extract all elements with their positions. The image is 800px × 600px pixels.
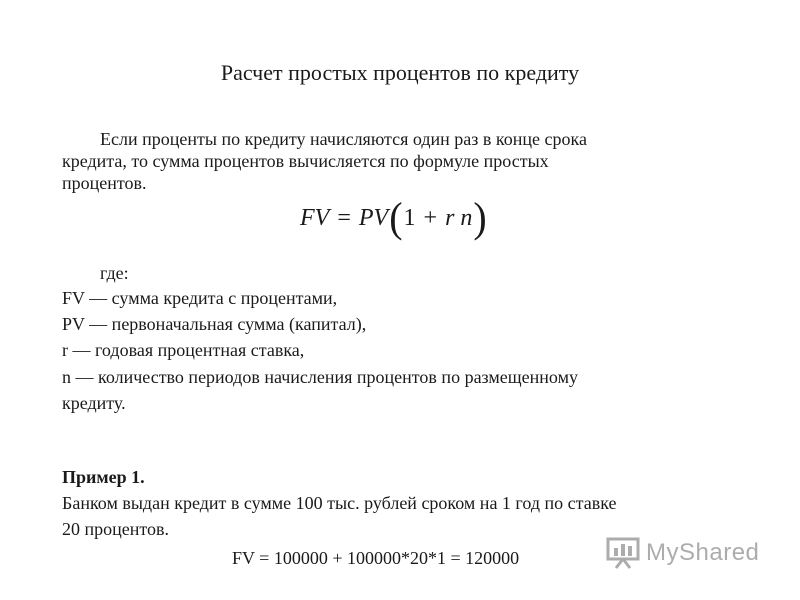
- example-calculation: FV = 100000 + 100000*20*1 = 120000: [232, 548, 520, 568]
- page-title: Расчет простых процентов по кредиту: [220, 60, 580, 85]
- definition-pv: PV — первоначальная сумма (капитал),: [62, 314, 367, 334]
- myshared-watermark: [606, 536, 759, 570]
- definition-fv: FV — сумма кредита с процентами,: [62, 288, 338, 308]
- formula-equals: =: [337, 204, 351, 231]
- formula-rn: r n: [445, 204, 473, 231]
- intro-line-3: процентов.: [62, 173, 147, 193]
- intro-line-2: кредита, то сумма процентов вычисляется по формуле простых: [62, 151, 549, 171]
- formula-close-paren: ): [473, 193, 487, 242]
- simple-interest-formula: [300, 193, 488, 242]
- example-line-1: Банком выдан кредит в сумме 100 тыс. рублей сроком на 1 год по ставке: [62, 493, 617, 513]
- formula-fv: FV: [300, 204, 330, 231]
- formula-plus: +: [423, 204, 438, 231]
- presentation-board-icon: [606, 536, 640, 570]
- intro-line-1: Если проценты по кредиту начисляются один раз в конце срока: [100, 129, 587, 149]
- formula-open-paren: (: [389, 193, 403, 242]
- example-heading: Пример 1.: [62, 467, 145, 487]
- where-label: где:: [100, 263, 129, 283]
- formula-pv: PV: [358, 204, 389, 231]
- definition-n-line-1: n — количество периодов начисления процентов по размещенному: [62, 367, 578, 387]
- formula-one: 1: [403, 204, 416, 231]
- watermark-text: MyShared: [646, 539, 760, 566]
- definition-n-line-2: кредиту.: [62, 393, 126, 413]
- definition-r: r — годовая процентная ставка,: [62, 340, 305, 360]
- example-line-2: 20 процентов.: [62, 519, 170, 539]
